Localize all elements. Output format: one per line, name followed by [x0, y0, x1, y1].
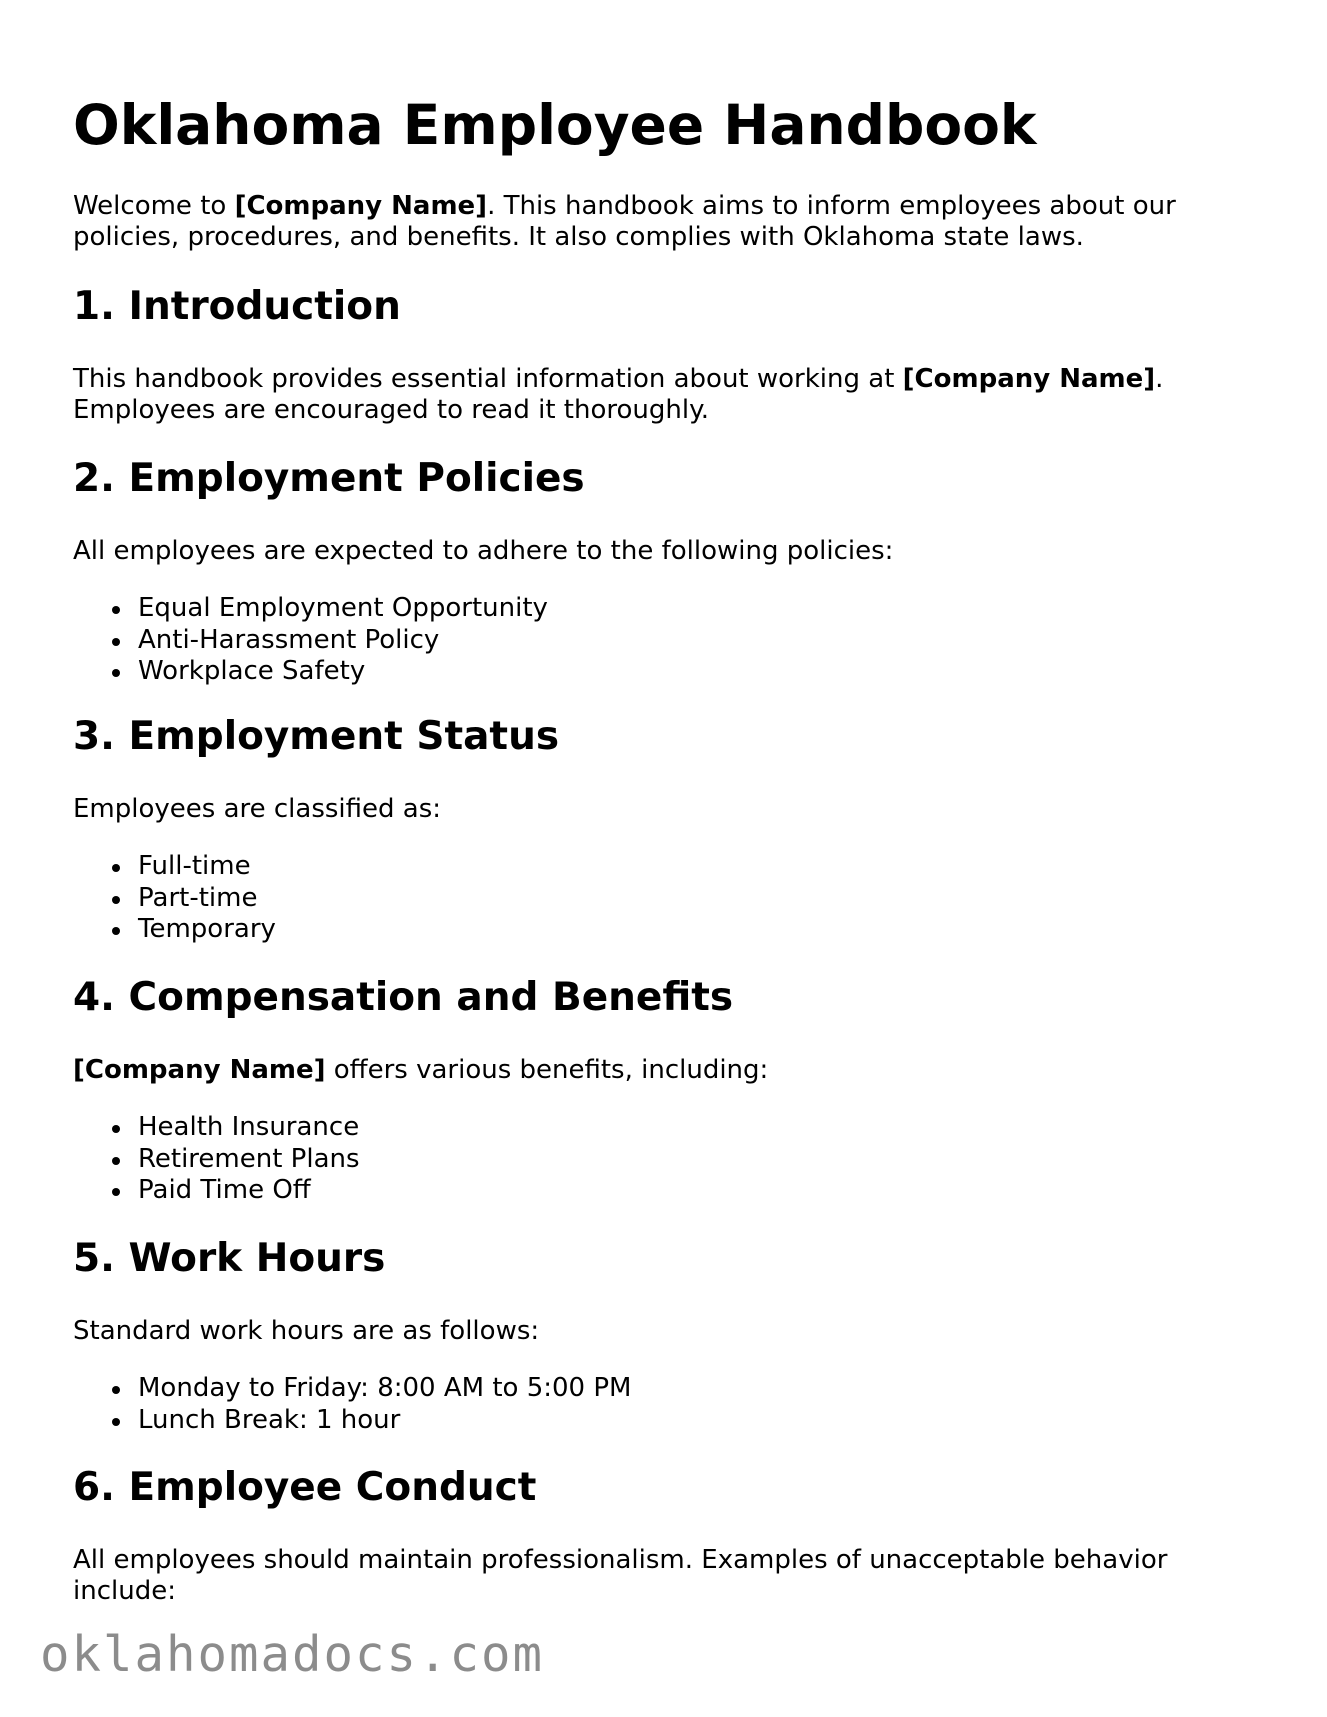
intro-text-after: . This handbook aims to inform employees about our policies, procedures, and benefits. It also complies with Oklahoma state laws.: [73, 191, 1176, 252]
section-work-hours-paragraph: Standard work hours are as follows:: [73, 1316, 540, 1346]
section-employment-policies-paragraph: All employees are expected to adhere to the following policies:: [73, 536, 894, 566]
section-employment-status-paragraph: Employees are classified as:: [73, 794, 442, 824]
policies-list: [73, 593, 1223, 688]
intro-text-before: Welcome to: [73, 191, 235, 221]
benefits-list: [73, 1112, 1223, 1207]
section-heading-introduction: 1. Introduction: [73, 284, 401, 329]
list-item: Paid Time Off: [73, 1175, 1223, 1207]
paragraph-text-before: This handbook provides essential information about working at: [73, 364, 903, 394]
company-name-placeholder: [Company Name]: [234, 191, 488, 221]
section-introduction-paragraph: [73, 364, 1223, 426]
paragraph-text-after: offers various benefits, including:: [325, 1055, 769, 1085]
section-heading-employment-policies: 2. Employment Policies: [73, 456, 585, 501]
intro-paragraph: [73, 191, 1223, 253]
status-list: [73, 851, 1223, 946]
list-item: Part-time: [73, 883, 1223, 915]
list-item: Retirement Plans: [73, 1144, 1223, 1176]
list-item: Equal Employment Opportunity: [73, 593, 1223, 625]
list-item: Lunch Break: 1 hour: [73, 1405, 1223, 1437]
page-title: Oklahoma Employee Handbook: [73, 93, 1037, 157]
work-hours-list: [73, 1373, 1223, 1436]
section-compensation-paragraph: [73, 1055, 768, 1086]
list-item: Temporary: [73, 914, 1223, 946]
section-employee-conduct-paragraph: All employees should maintain professionalism. Examples of unacceptable behavior include:: [73, 1545, 1168, 1606]
section-heading-work-hours: 5. Work Hours: [73, 1236, 386, 1281]
section-heading-employee-conduct: 6. Employee Conduct: [73, 1465, 537, 1510]
section-heading-compensation-benefits: 4. Compensation and Benefits: [73, 975, 734, 1020]
section-heading-employment-status: 3. Employment Status: [73, 714, 560, 759]
company-name-placeholder: [Company Name]: [73, 1055, 326, 1085]
company-name-placeholder: [Company Name]: [902, 364, 1156, 394]
paragraph-text-after: . Employees are encouraged to read it thoroughly.: [73, 364, 1164, 425]
watermark-footer: oklahomadocs.com: [40, 1626, 545, 1683]
list-item: Workplace Safety: [73, 656, 1223, 688]
list-item: Anti-Harassment Policy: [73, 625, 1223, 657]
list-item: Monday to Friday: 8:00 AM to 5:00 PM: [73, 1373, 1223, 1405]
list-item: Full-time: [73, 851, 1223, 883]
list-item: Health Insurance: [73, 1112, 1223, 1144]
